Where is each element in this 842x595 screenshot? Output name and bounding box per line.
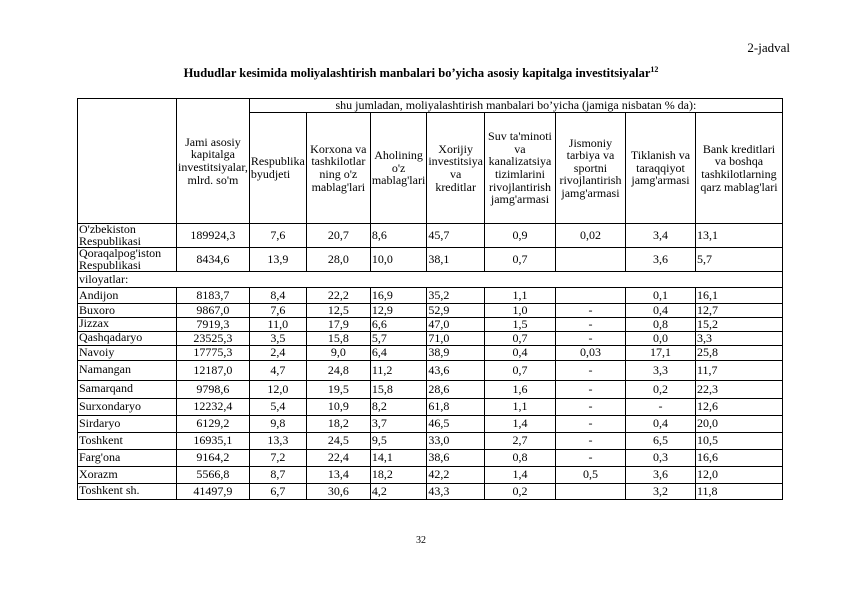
- region-name: Xorazm: [78, 466, 177, 483]
- percent-cell: 22,4: [306, 449, 370, 466]
- percent-cell: 16,1: [695, 288, 782, 304]
- percent-cell: 14,1: [370, 449, 426, 466]
- percent-cell: 0,8: [484, 449, 555, 466]
- percent-cell: -: [555, 331, 625, 345]
- percent-cell: -: [555, 449, 625, 466]
- total-cell: 8434,6: [177, 248, 250, 272]
- percent-cell: 8,7: [249, 466, 306, 483]
- percent-cell: 1,1: [484, 288, 555, 304]
- percent-cell: 1,6: [484, 380, 555, 398]
- percent-cell: 2,7: [484, 432, 555, 449]
- percent-cell: 0,3: [625, 449, 695, 466]
- percent-cell: 20,0: [695, 415, 782, 432]
- percent-cell: 2,4: [249, 345, 306, 360]
- total-cell: 189924,3: [177, 224, 250, 248]
- percent-cell: 43,6: [427, 360, 485, 380]
- percent-cell: 9,8: [249, 415, 306, 432]
- region-name: Qoraqalpog'iston Respublikasi: [78, 248, 177, 272]
- percent-cell: 71,0: [427, 331, 485, 345]
- percent-cell: 10,0: [370, 248, 426, 272]
- percent-cell: 13,3: [249, 432, 306, 449]
- source-header: Suv ta'minoti va kanalizatsiya tizimlarini rivojlantirish jamg'armasi: [484, 113, 555, 224]
- percent-cell: 3,3: [695, 331, 782, 345]
- percent-cell: 33,0: [427, 432, 485, 449]
- region-header: [78, 99, 177, 224]
- percent-cell: 6,7: [249, 483, 306, 499]
- percent-cell: 17,9: [306, 317, 370, 331]
- percent-cell: -: [555, 380, 625, 398]
- percent-cell: 16,9: [370, 288, 426, 304]
- source-header: Aholining o'z mablag'lari: [370, 113, 426, 224]
- percent-cell: 0,7: [484, 360, 555, 380]
- percent-cell: 0,03: [555, 345, 625, 360]
- percent-cell: 11,2: [370, 360, 426, 380]
- percent-cell: 28,6: [427, 380, 485, 398]
- percent-cell: 8,2: [370, 398, 426, 415]
- total-cell: 12232,4: [177, 398, 250, 415]
- percent-cell: 13,1: [695, 224, 782, 248]
- percent-cell: 0,2: [625, 380, 695, 398]
- percent-cell: 3,6: [625, 466, 695, 483]
- percent-cell: 24,8: [306, 360, 370, 380]
- percent-cell: 15,2: [695, 317, 782, 331]
- percent-cell: 7,6: [249, 224, 306, 248]
- page-number: 32: [416, 535, 426, 546]
- percent-cell: 12,6: [695, 398, 782, 415]
- source-header: Bank kreditlari va boshqa tashkilotlarning qarz mablag'lari: [695, 113, 782, 224]
- table-row: [78, 449, 783, 466]
- percent-cell: 7,2: [249, 449, 306, 466]
- table-row: [78, 360, 783, 380]
- percent-cell: 12,5: [306, 304, 370, 318]
- table-row: [78, 345, 783, 360]
- table-row: [78, 398, 783, 415]
- source-header: Respublika byudjeti: [249, 113, 306, 224]
- percent-cell: 16,6: [695, 449, 782, 466]
- percent-cell: 22,2: [306, 288, 370, 304]
- percent-cell: 20,7: [306, 224, 370, 248]
- percent-cell: 42,2: [427, 466, 485, 483]
- percent-cell: 5,7: [695, 248, 782, 272]
- table-title: [0, 65, 842, 81]
- percent-cell: 3,4: [625, 224, 695, 248]
- percent-cell: 18,2: [306, 415, 370, 432]
- percent-cell: 10,9: [306, 398, 370, 415]
- total-cell: 9798,6: [177, 380, 250, 398]
- percent-cell: 9,5: [370, 432, 426, 449]
- percent-cell: 11,7: [695, 360, 782, 380]
- total-cell: 23525,3: [177, 331, 250, 345]
- percent-cell: 12,7: [695, 304, 782, 318]
- percent-cell: 38,1: [427, 248, 485, 272]
- percent-cell: 5,4: [249, 398, 306, 415]
- percent-cell: 9,0: [306, 345, 370, 360]
- percent-cell: 0,02: [555, 224, 625, 248]
- percent-cell: 12,9: [370, 304, 426, 318]
- percent-cell: 0,4: [625, 415, 695, 432]
- total-cell: 41497,9: [177, 483, 250, 499]
- source-header: Xorijiy investitsiya va kreditlar: [427, 113, 485, 224]
- percent-cell: 35,2: [427, 288, 485, 304]
- percent-cell: 0,4: [484, 345, 555, 360]
- region-name: Navoiy: [78, 345, 177, 360]
- percent-cell: 38,6: [427, 449, 485, 466]
- percent-cell: 15,8: [306, 331, 370, 345]
- table-row: [78, 304, 783, 318]
- percent-cell: 52,9: [427, 304, 485, 318]
- percent-cell: 0,7: [484, 331, 555, 345]
- percent-cell: 6,6: [370, 317, 426, 331]
- percent-cell: 25,8: [695, 345, 782, 360]
- percent-cell: -: [625, 398, 695, 415]
- table-row: [78, 432, 783, 449]
- percent-cell: 0,1: [625, 288, 695, 304]
- section-label: viloyatlar:: [78, 272, 783, 288]
- percent-cell: 28,0: [306, 248, 370, 272]
- table-row: [78, 317, 783, 331]
- percent-cell: 0,4: [625, 304, 695, 318]
- percent-cell: 0,9: [484, 224, 555, 248]
- region-name: Samarqand: [78, 380, 177, 398]
- table-label: 2-jadval: [747, 40, 790, 55]
- percent-cell: 13,9: [249, 248, 306, 272]
- total-cell: 8183,7: [177, 288, 250, 304]
- table-row: [78, 224, 783, 248]
- section-row: [78, 272, 783, 288]
- table-row: [78, 466, 783, 483]
- region-name: Jizzax: [78, 317, 177, 331]
- percent-cell: 1,5: [484, 317, 555, 331]
- percent-cell: 0,2: [484, 483, 555, 499]
- source-header: Tiklanish va taraqqiyot jamg'armasi: [625, 113, 695, 224]
- percent-cell: 7,6: [249, 304, 306, 318]
- percent-cell: [555, 288, 625, 304]
- table-row: [78, 380, 783, 398]
- percent-cell: 3,6: [625, 248, 695, 272]
- group-header: shu jumladan, moliyalashtirish manbalari bo’yicha (jamiga nisbatan % da):: [249, 99, 782, 113]
- region-name: Toshkent: [78, 432, 177, 449]
- percent-cell: 61,8: [427, 398, 485, 415]
- percent-cell: 8,4: [249, 288, 306, 304]
- region-name: Namangan: [78, 360, 177, 380]
- total-cell: 16935,1: [177, 432, 250, 449]
- percent-cell: 18,2: [370, 466, 426, 483]
- percent-cell: 1,0: [484, 304, 555, 318]
- percent-cell: 5,7: [370, 331, 426, 345]
- total-cell: 6129,2: [177, 415, 250, 432]
- region-name: O'zbekiston Respublikasi: [78, 224, 177, 248]
- percent-cell: 4,2: [370, 483, 426, 499]
- percent-cell: 38,9: [427, 345, 485, 360]
- percent-cell: 45,7: [427, 224, 485, 248]
- total-cell: 9867,0: [177, 304, 250, 318]
- percent-cell: -: [555, 317, 625, 331]
- table-row: [78, 483, 783, 499]
- percent-cell: 46,5: [427, 415, 485, 432]
- percent-cell: 47,0: [427, 317, 485, 331]
- percent-cell: [555, 248, 625, 272]
- total-cell: 5566,8: [177, 466, 250, 483]
- region-name: Sirdaryo: [78, 415, 177, 432]
- total-cell: 17775,3: [177, 345, 250, 360]
- percent-cell: 3,7: [370, 415, 426, 432]
- total-header: Jami asosiy kapitalga investitsiyalar, mlrd. so'm: [177, 99, 250, 224]
- table-row: [78, 288, 783, 304]
- percent-cell: -: [555, 304, 625, 318]
- percent-cell: 19,5: [306, 380, 370, 398]
- percent-cell: 1,4: [484, 466, 555, 483]
- footnote-ref: 12: [650, 65, 659, 74]
- percent-cell: 11,0: [249, 317, 306, 331]
- region-name: Surxondaryo: [78, 398, 177, 415]
- percent-cell: 12,0: [695, 466, 782, 483]
- region-name: Farg'ona: [78, 449, 177, 466]
- percent-cell: 10,5: [695, 432, 782, 449]
- source-header: Jismoniy tarbiya va sportni rivojlantirish jamg'armasi: [555, 113, 625, 224]
- percent-cell: -: [555, 415, 625, 432]
- percent-cell: 1,4: [484, 415, 555, 432]
- table-row: [78, 331, 783, 345]
- region-name: Qashqadaryo: [78, 331, 177, 345]
- percent-cell: 30,6: [306, 483, 370, 499]
- percent-cell: 17,1: [625, 345, 695, 360]
- percent-cell: 6,4: [370, 345, 426, 360]
- percent-cell: 6,5: [625, 432, 695, 449]
- percent-cell: 3,3: [625, 360, 695, 380]
- title-text: Hududlar kesimida moliyalashtirish manbalari bo’yicha asosiy kapitalga investitsiyalar: [183, 66, 651, 81]
- investment-table: [77, 98, 783, 500]
- region-name: Toshkent sh.: [78, 483, 177, 499]
- percent-cell: 0,5: [555, 466, 625, 483]
- region-name: Andijon: [78, 288, 177, 304]
- total-cell: 9164,2: [177, 449, 250, 466]
- percent-cell: 22,3: [695, 380, 782, 398]
- percent-cell: -: [555, 360, 625, 380]
- percent-cell: 4,7: [249, 360, 306, 380]
- percent-cell: -: [555, 432, 625, 449]
- percent-cell: 0,7: [484, 248, 555, 272]
- total-cell: 7919,3: [177, 317, 250, 331]
- percent-cell: 13,4: [306, 466, 370, 483]
- percent-cell: 0,0: [625, 331, 695, 345]
- percent-cell: 8,6: [370, 224, 426, 248]
- percent-cell: 11,8: [695, 483, 782, 499]
- percent-cell: 43,3: [427, 483, 485, 499]
- percent-cell: -: [555, 398, 625, 415]
- table-row: [78, 248, 783, 272]
- percent-cell: 0,8: [625, 317, 695, 331]
- table-row: [78, 415, 783, 432]
- source-header: Korxona va tashkilotlar ning o'z mablag'lari: [306, 113, 370, 224]
- percent-cell: 3,2: [625, 483, 695, 499]
- percent-cell: 24,5: [306, 432, 370, 449]
- region-name: Buxoro: [78, 304, 177, 318]
- percent-cell: 1,1: [484, 398, 555, 415]
- percent-cell: [555, 483, 625, 499]
- percent-cell: 15,8: [370, 380, 426, 398]
- percent-cell: 3,5: [249, 331, 306, 345]
- total-cell: 12187,0: [177, 360, 250, 380]
- percent-cell: 12,0: [249, 380, 306, 398]
